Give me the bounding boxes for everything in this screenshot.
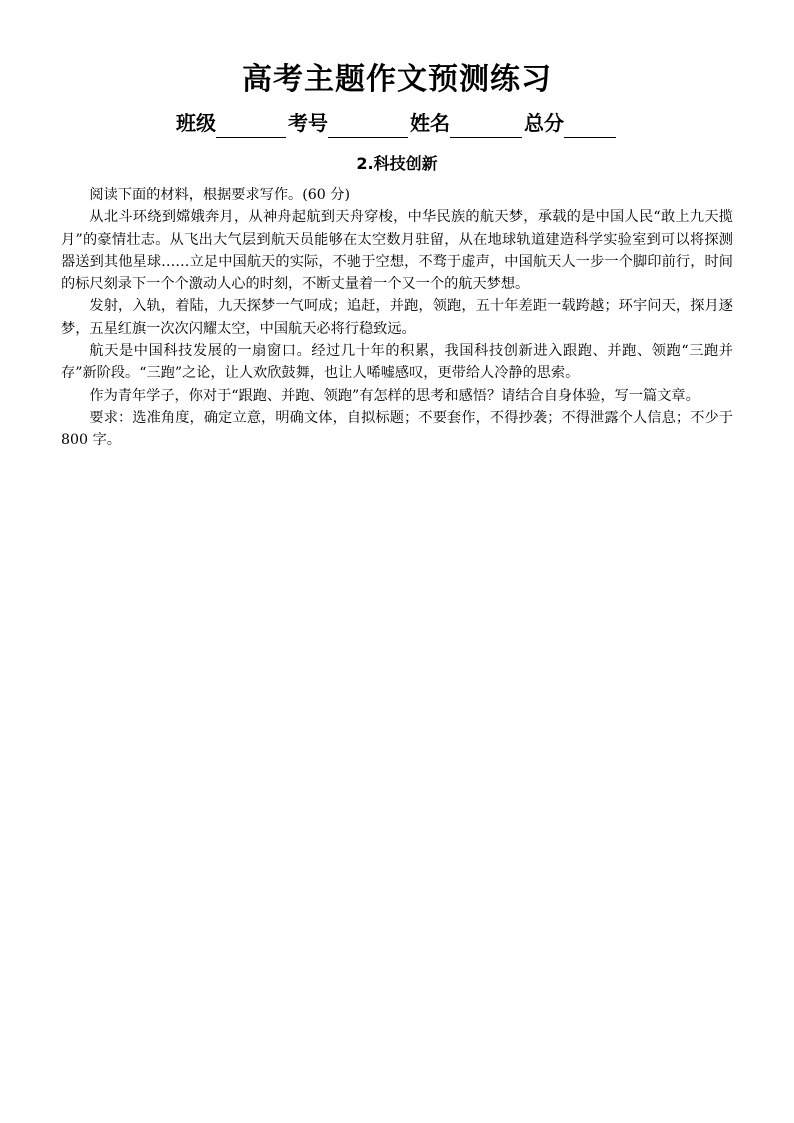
score-field <box>524 108 618 138</box>
material-paragraph: 发射，入轨，着陆，九天探梦一气呵成；追赶，并跑，领跑，五十年差距一载跨越；环宇问天，探月逐梦，五星红旗一次次闪耀太空，中国航天必将行稳致远。 <box>61 298 733 337</box>
exam-no-blank-line <box>328 113 408 138</box>
name-blank-line <box>450 113 522 138</box>
instruction-paragraph: 阅读下面的材料，根据要求写作。(60 分) <box>89 187 351 203</box>
class-field <box>176 108 288 138</box>
material-paragraph: 从北斗环绕到嫦娥奔月，从神舟起航到天舟穿梭，中华民族的航天梦，承载的是中国人民“敢上九天揽月”的豪情壮志。从飞出大气层到航天员能够在太空数月驻留，从在地球轨道建造科学实验室到可以将探测器送到其他星球……立足中国航天的实际，不驰于空想，不骛于虚声，中国航天人一步一个脚印前行，时间的标尺刻录下一个个激动人心的时刻，不断丈量着一个又一个的航天梦想。 <box>61 209 733 293</box>
task-paragraph: 作为青年学子，你对于“跟跑、并跑、领跑”有怎样的思考和感悟？请结合自身体验，写一篇文章。 <box>89 387 700 404</box>
name-label: 姓名 <box>410 111 450 135</box>
exam-no-label: 考号 <box>288 111 328 135</box>
score-label: 总分 <box>524 111 564 135</box>
page-title: 高考主题作文预测练习 <box>242 62 552 97</box>
score-blank-line <box>564 113 616 138</box>
class-blank-line <box>216 113 286 138</box>
class-label: 班级 <box>176 111 216 135</box>
material-paragraph: 航天是中国科技发展的一扇窗口。经过几十年的积累，我国科技创新进入跟跑、并跑、领跑“三跑并存”新阶段。“三跑”之论，让人欢欣鼓舞，也让人唏嘘感叹，更带给人冷静的思索。 <box>61 343 733 382</box>
student-info-row <box>0 108 794 138</box>
section-title: 2.科技创新 <box>356 154 438 173</box>
name-field <box>410 108 524 138</box>
requirements-paragraph: 要求：选准角度，确定立意，明确文体，自拟标题；不要套作，不得抄袭；不得泄露个人信息；不少于 800 字。 <box>61 409 733 449</box>
exam-no-field <box>288 108 410 138</box>
essay-prompt-body <box>61 184 733 452</box>
